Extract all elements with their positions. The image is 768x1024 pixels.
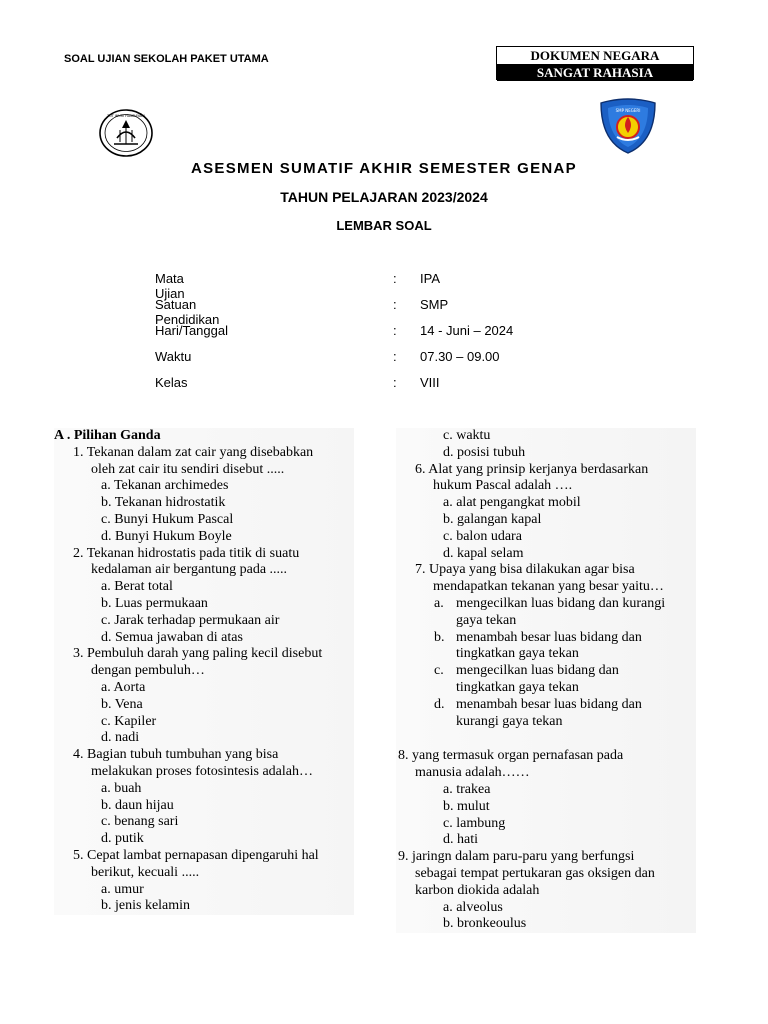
answer-option: a. trakea [443,781,491,797]
sheet-title: LEMBAR SOAL [336,218,432,233]
answer-option: b. bronkeoulus [443,916,527,932]
question-line: melakukan proses fotosintesis adalah… [91,763,314,779]
answer-option: a. Aorta [101,679,146,695]
questions-left-column [54,428,354,915]
answer-option: c. balon udara [443,528,522,544]
answer-option: c. Bunyi Hukum Pascal [101,511,234,527]
answer-option: b. Tekanan hidrostatik [101,495,226,511]
info-colon: : [393,297,397,312]
answer-option: c. lambung [443,815,506,831]
answer-option: b. Luas permukaan [101,595,208,611]
answer-option: c. Kapiler [101,713,157,729]
question-line: karbon diokida adalah [415,882,540,898]
info-colon: : [393,271,397,286]
info-colon: : [393,323,397,338]
question-line: 9. jaringn dalam paru-paru yang berfungsi [398,849,635,865]
question-line: mendapatkan tekanan yang besar yaitu… [433,579,664,595]
question-line: 5. Cepat lambat pernapasan dipengaruhi hal [73,847,319,863]
info-value: VIII [420,375,440,390]
answer-option: a. Berat total [101,579,173,595]
option-text: gaya tekan [456,612,517,628]
answer-option: c. waktu [443,428,491,443]
question-line: 7. Upaya yang bisa dilakukan agar bisa [415,562,635,578]
answer-option [396,663,696,697]
answer-option: a. alat pengangkat mobil [443,495,581,511]
question-line: 8. yang termasuk organ pernafasan pada [398,748,624,764]
answer-option: d. nadi [101,730,140,746]
answer-option: d. kapal selam [443,545,524,561]
option-text: menambah besar luas bidang dan [456,629,642,645]
info-label: Kelas [155,375,188,390]
answer-option: d. Bunyi Hukum Boyle [101,528,232,544]
question-line: 3. Pembuluh darah yang paling kecil disebut [73,646,323,662]
question-line: manusia adalah…… [415,765,530,781]
option-text: tingkatkan gaya tekan [456,679,579,695]
info-value: IPA [420,271,440,286]
question-line: hukum Pascal adalah …. [433,478,573,494]
answer-option: d. hati [443,832,478,848]
document-classification-top: DOKUMEN NEGARA [497,47,693,65]
option-letter: c. [434,663,444,679]
document-classification-box [496,46,694,80]
answer-option [396,630,696,664]
ministry-logo [98,108,154,158]
answer-option: b. mulut [443,798,490,814]
question-line: 4. Bagian tubuh tumbuhan yang bisa [73,747,279,763]
question-line: 2. Tekanan hidrostatis pada titik di suatu [73,545,300,561]
question-line: dengan pembuluh… [91,663,205,679]
info-value: 14 - Juni – 2024 [420,323,514,338]
option-text: mengecilkan luas bidang dan [456,663,619,679]
answer-option: d. putik [101,831,144,847]
answer-option: a. Tekanan archimedes [101,478,229,494]
answer-option: a. buah [101,780,142,796]
option-text: kurangi gaya tekan [456,713,563,729]
answer-option: c. benang sari [101,814,179,830]
academic-year: TAHUN PELAJARAN 2023/2024 [280,189,488,205]
question-line: 1. Tekanan dalam zat cair yang disebabkan [73,444,314,460]
answer-option: c. Jarak terhadap permukaan air [101,612,280,628]
info-label: Hari/Tanggal [155,323,228,338]
option-text: mengecilkan luas bidang dan kurangi [456,595,666,611]
section-heading: A . Pilihan Ganda [54,428,161,443]
answer-option [396,596,696,630]
option-letter: d. [434,696,445,712]
answer-option: d. Semua jawaban di atas [101,629,243,645]
info-value: 07.30 – 09.00 [420,349,500,364]
question-line: kedalaman air bergantung pada ..... [91,562,288,578]
answer-option: a. umur [101,881,144,897]
question-line: oleh zat cair itu sendiri disebut ..... [91,461,285,477]
school-logo [599,97,657,155]
answer-option: a. alveolus [443,899,503,915]
answer-option: b. Vena [101,696,143,712]
option-letter: b. [434,629,445,645]
answer-option: b. jenis kelamin [101,898,191,914]
option-letter: a. [434,595,444,611]
question-line: 6. Alat yang prinsip kerjanya berdasarkan [415,461,649,477]
info-label: Mata Ujian [155,271,185,301]
answer-option: b. daun hijau [101,797,174,813]
school-logo-text: SMP NEGERI [615,108,641,113]
info-colon: : [393,349,397,364]
document-classification-bottom: SANGAT RAHASIA [497,65,693,81]
info-colon: : [393,375,397,390]
exam-title: ASESMEN SUMATIF AKHIR SEMESTER GENAP [191,160,577,177]
question-line: berikut, kecuali ..... [91,864,200,880]
answer-option: b. galangan kapal [443,511,542,527]
info-label: Waktu [155,349,192,364]
question-line: sebagai tempat pertukaran gas oksigen dan [415,865,655,881]
info-value: SMP [420,297,449,312]
info-label: Satuan Pendidikan [155,297,220,327]
ministry-logo-text: TUT WURI HANDAYANI [107,114,145,118]
questions-right-column [396,428,696,933]
answer-option: d. posisi tubuh [443,444,526,460]
exam-package-label: SOAL UJIAN SEKOLAH PAKET UTAMA [64,53,269,65]
option-text: tingkatkan gaya tekan [456,646,579,662]
spacer [396,730,696,748]
answer-option [396,697,696,731]
option-text: menambah besar luas bidang dan [456,696,642,712]
